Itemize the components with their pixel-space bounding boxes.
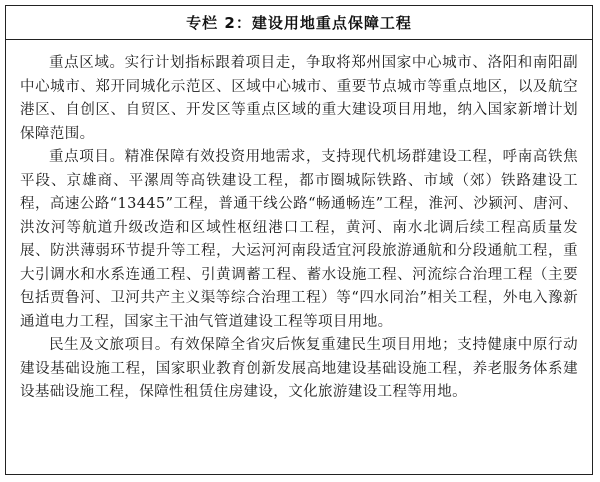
paragraph-livelihood-culture-tourism: 民生及文旅项目。有效保障全省灾后恢复重建民生项目用地；支持健康中原行动建设基础设施工程，国家职业教育创新发展高地建设基础设施工程，养老服务体系建设基础设施工程，保障性租赁住房建设，文化旅游建设工程等用地。 xyxy=(20,337,578,400)
column-title: 专栏 2：建设用地重点保障工程 xyxy=(186,14,412,32)
column-box xyxy=(5,5,593,475)
paragraph-key-projects: 重点项目。精准保障有效投资用地需求，支持现代机场群建设工程，呼南高铁焦平段、京雄商、平漯周等高铁建设工程，都市圈城际铁路、市域（郊）铁路建设工程，高速公路“13445”工程，普通干线公路“畅通畅连”工程，淮河、沙颍河、唐河、洪汝河等航道升级改造和区域性枢纽港口工程，黄河、南水北调后续工程高质量发展、防洪薄弱环节提升等工程，大运河河南段适宜河段旅游通航和分段通航工程，重大引调水和水系连通工程、引黄调蓄工程、蓄水设施工程、河流综合治理工程（主要包括贾鲁河、卫河共产主义渠等综合治理工程）等“四水同治”相关工程，外电入豫新通道电力工程，国家主干油气管道建设工程等项目用地。 xyxy=(20,149,578,330)
column-header xyxy=(6,6,592,40)
column-body xyxy=(6,40,592,405)
paragraph-key-areas: 重点区域。实行计划指标跟着项目走，争取将郑州国家中心城市、洛阳和南阳副中心城市、郑开同城化示范区、区域中心城市、重要节点城市等重点地区，以及航空港区、自创区、自贸区、开发区等重点区域的重大建设项目用地，纳入国家新增计划保障范围。 xyxy=(20,55,578,142)
